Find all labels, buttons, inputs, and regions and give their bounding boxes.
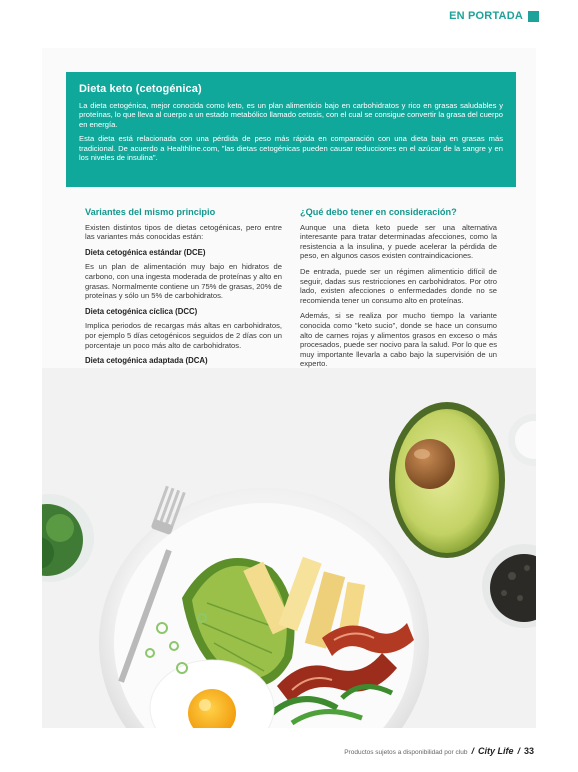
right-heading: ¿Qué debo tener en consideración? — [300, 207, 457, 217]
section-tag — [449, 10, 539, 22]
article-frame — [42, 48, 536, 728]
avocado-half — [389, 402, 505, 558]
availability-note: Productos sujetos a disponibilidad por club — [344, 749, 468, 756]
right-paragraph: De entrada, puede ser un régimen alimenticio difícil de seguir, dadas sus restricciones en carbohidratos. Por otro lado, existen afecciones o enfermedades donde no se recomienda tener un consumo alto en proteínas. — [300, 266, 497, 305]
left-intro: Existen distintos tipos de dietas cetogénicas, pero entre las variantes más conocidas están: — [85, 222, 282, 242]
footer-separator: / — [471, 746, 474, 756]
page-number: 33 — [523, 746, 534, 756]
keto-food-photo — [42, 368, 536, 728]
footer-separator: / — [517, 746, 520, 756]
variant-title: Dieta cetogénica adaptada (DCA) — [85, 356, 208, 366]
section-label: EN PORTADA — [449, 10, 523, 22]
infobox-paragraph-1: La dieta cetogénica, mejor conocida como keto, es un plan alimenticio bajo en carbohidratos y rico en grasas saludables y proteínas, lo que lleva al cuerpo a un estado metabólico llamado cetosis, con el cual se consigue convertir la grasa del cuerpo en energía. — [79, 101, 503, 129]
keto-infobox — [66, 72, 516, 187]
variant-description: Implica periodos de recargas más altas en carbohidratos, por ejemplo 5 días cetogénicos seguidos de 2 días con un porcentaje un poco más alto de carbohidratos. — [85, 321, 282, 350]
infobox-title: Dieta keto (cetogénica) — [79, 83, 202, 95]
section-square-marker — [528, 11, 539, 22]
page-footer — [344, 746, 534, 756]
right-column — [300, 208, 497, 375]
variant-title: Dieta cetogénica cíclica (DCC) — [85, 306, 198, 316]
variant-description: Es un plan de alimentación muy bajo en hidratos de carbono, con una ingesta moderada de proteínas y alto en grasas. Normalmente contiene un 75% de grasas, 20% de proteínas y sólo un 5% de carbohidratos. — [85, 262, 282, 301]
infobox-paragraph-2: Esta dieta está relacionada con una pérdida de peso más rápida en comparación con una dieta baja en grasas más tradicional. De acuerdo a Healthline.com, "las dietas cetogénicas pueden causar reducciones en el azúcar de la sangre y en los niveles de insulina". — [79, 134, 503, 163]
right-paragraph: Además, si se realiza por mucho tiempo la variante conocida como "keto sucio", donde se hace un consumo alto de carnes rojas y alimentos grasos en exceso o más procesados, puede ser nocivo para la salud. Por lo que es muy importante llevarla a cabo bajo la supervisión de un experto. — [300, 311, 497, 369]
left-heading: Variantes del mismo principio — [85, 207, 216, 217]
magazine-brand: City Life — [477, 746, 514, 756]
variant-title: Dieta cetogénica estándar (DCE) — [85, 247, 206, 257]
right-paragraph: Aunque una dieta keto puede ser una alternativa interesante para tratar determinadas afecciones, como la resistencia a la insulina, y puede acelerar la pérdida de peso, en algunos casos existen contraindicaciones. — [300, 222, 497, 261]
